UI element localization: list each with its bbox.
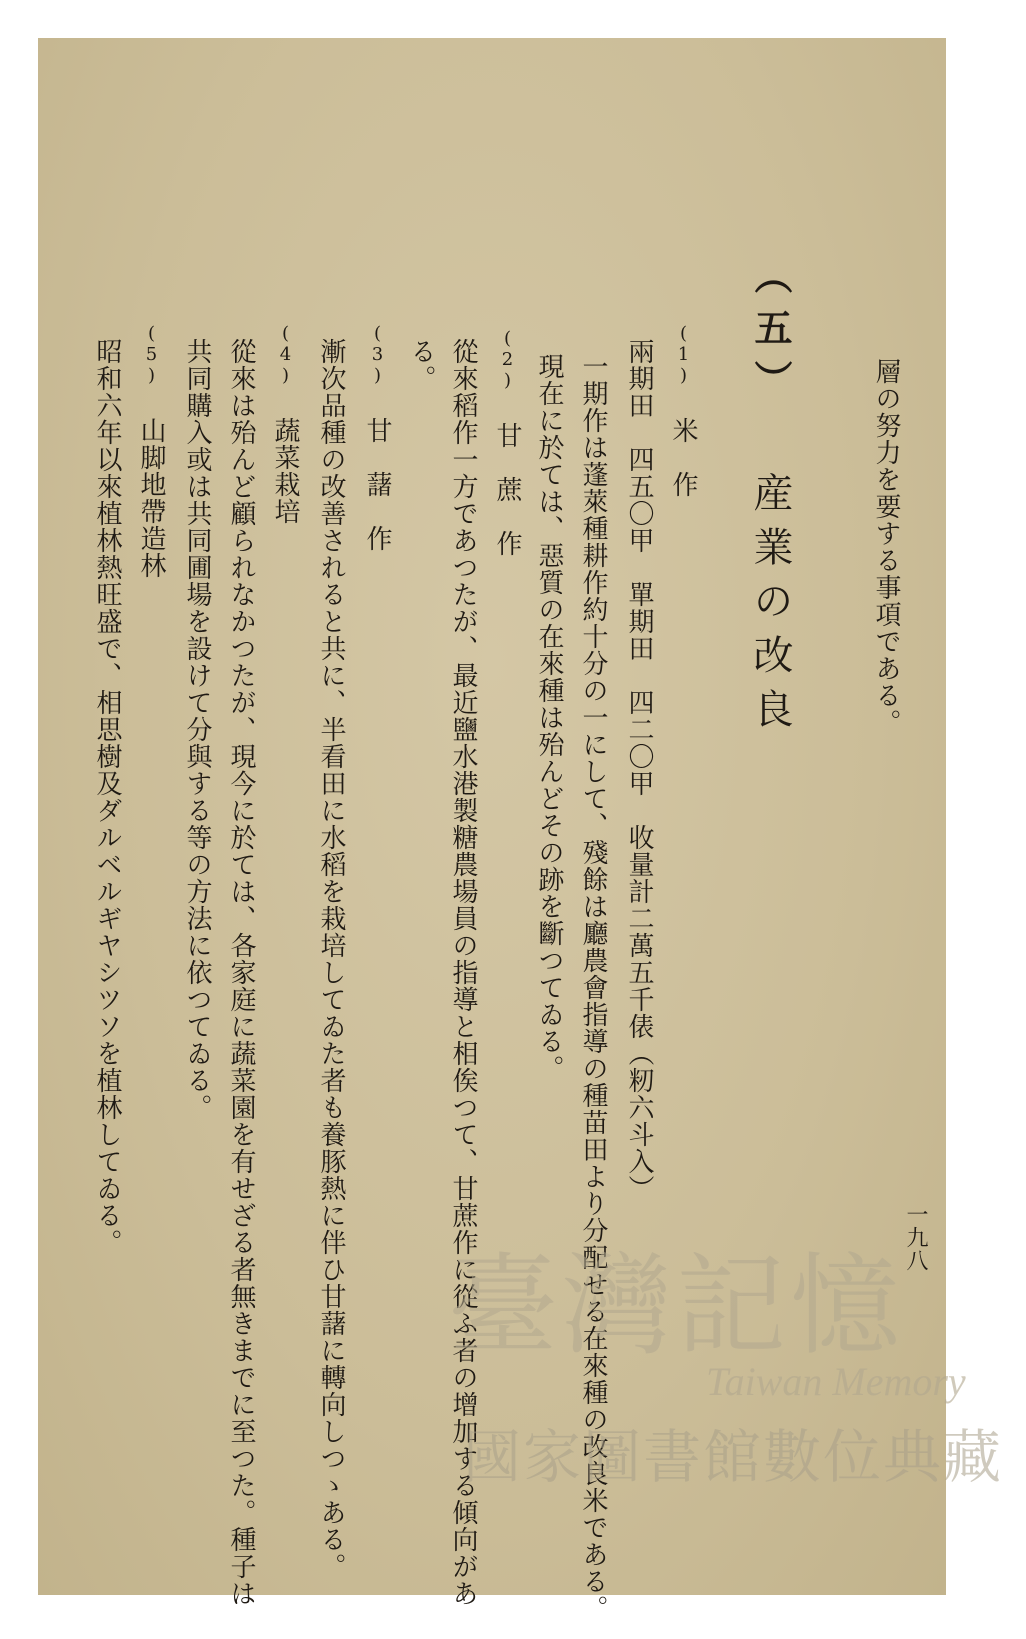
item-number: (1) [673,323,694,386]
text-column-12 [272,323,298,525]
item-number: (5) [141,323,162,386]
text-column-9 [408,338,434,392]
column-text: 兩期田 四五〇甲 單期田 四二〇甲 收量計二萬五千俵（籾六斗入） [624,338,654,1202]
text-column-13 [228,338,254,1607]
section-heading [747,256,793,742]
section-title: 産業の改良 [747,472,793,742]
column-text: 昭和六年以來植林熱旺盛で、相思樹及ダルベルギヤシツソを植林してゐる。 [92,338,122,1256]
text-column-7 [494,328,520,557]
item-title: 蔬菜栽培 [270,417,300,525]
text-column-16 [94,338,120,1256]
text-column-11 [318,338,344,1580]
item-number: (4) [275,323,296,386]
page-number-text: 一九八 [903,1203,928,1272]
item-title: 米 作 [668,417,698,498]
column-text: 從來は殆んど顧られなかつたが、現今に於ては、各家庭に蔬菜園を有せざる者無きまでに至つた。種子は [226,338,256,1607]
item-number: (3) [367,323,388,386]
text-column-3 [670,323,696,498]
item-title: 山脚地帶造林 [136,417,166,579]
text-column-15 [138,323,164,579]
column-text: 層の努力を要する事項である。 [871,358,901,736]
text-column-10 [364,323,390,552]
text-column-1 [873,358,899,736]
column-text: 共同購入或は共同圃場を設けて分與する等の方法に依つてゐる。 [182,338,212,1121]
column-text: 漸次品種の改善されると共に、半看田に水稻を栽培してゐた者も養豚熱に伴ひ甘藷に轉向しつゝある。 [316,338,346,1580]
watermark-library: 國家圖書館數位典藏 [463,1423,1004,1491]
text-column-4 [626,338,652,1202]
item-title: 甘 藷 作 [362,417,392,552]
column-text: 現在に於ては、惡質の在來種は殆んどその跡を斷つてゐる。 [534,353,564,1082]
column-text: 從來稻作一方であつたが、最近鹽水港製糖農場員の指導と相俟つて、甘蔗作に從ふ者の增加する傾向があ [448,338,478,1607]
watermark-chinese: 臺灣記憶 [448,1242,904,1370]
item-title: 甘 蔗 作 [492,422,522,557]
section-number-mark: （五） [748,256,793,412]
document-page [38,38,1004,1622]
text-column-6 [536,353,562,1082]
column-text: 一期作は蓬萊種耕作約十分の一にして、殘餘は廳農會指導の種苗田より分配せる在來種の改良米である。 [578,353,608,1622]
watermark-english: Taiwan Memory [706,1359,966,1404]
column-text: る。 [406,338,436,392]
item-number: (2) [497,328,518,391]
text-column-14 [184,338,210,1121]
